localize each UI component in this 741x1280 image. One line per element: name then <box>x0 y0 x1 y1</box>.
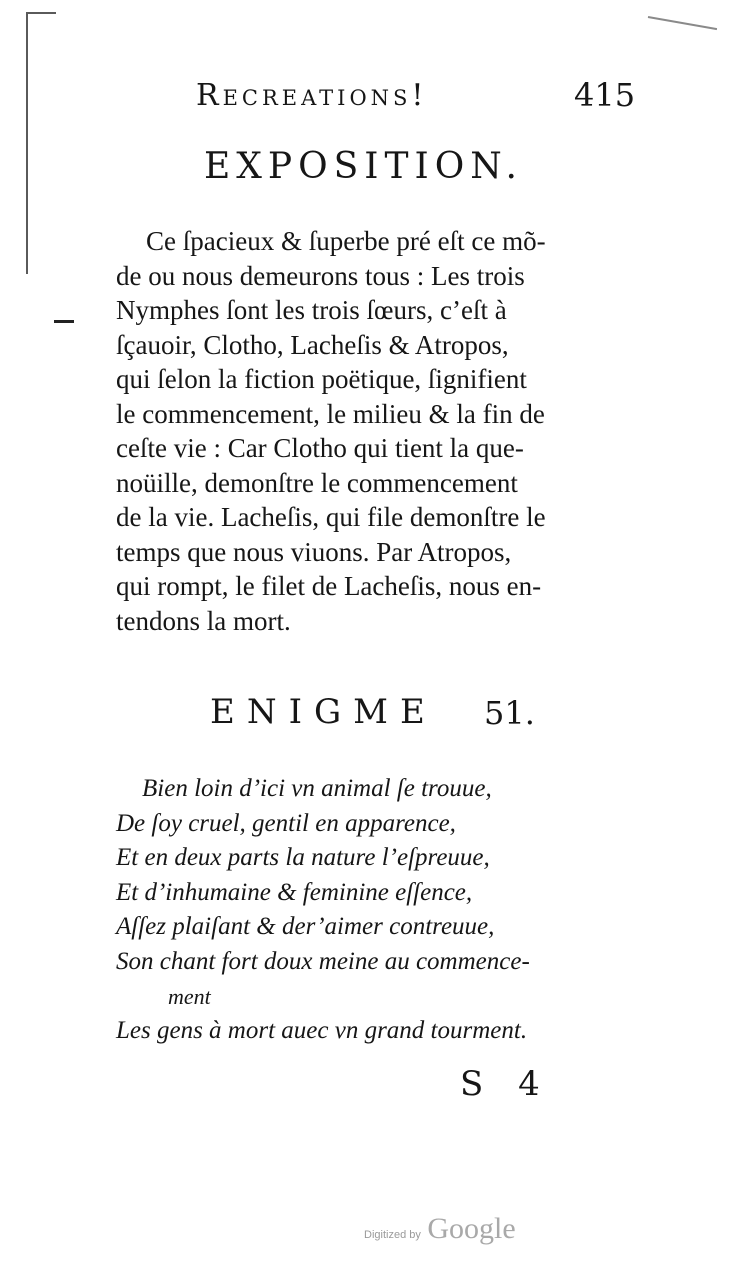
text-line: qui rompt, le filet de Lacheſis, nous en- <box>116 571 542 601</box>
text-line: tendons la mort. <box>116 605 291 636</box>
text-line: de ou nous demeurons tous : Les trois <box>116 260 525 291</box>
exposition-body <box>116 224 642 638</box>
digitized-watermark <box>364 1212 516 1246</box>
margin-mark <box>54 320 74 323</box>
text-line: le commencement, le milieu & la fin de <box>116 398 545 429</box>
signature-mark: S 4 <box>460 1064 552 1104</box>
exposition-title: EXPOSITION. <box>204 146 523 187</box>
watermark-prefix: Digitized by <box>364 1229 421 1241</box>
poem-verse: Son chant fort doux meine au commence- <box>116 947 530 975</box>
poem-verse: Et d’inhumaine & feminine eſſence, <box>116 878 473 906</box>
enigme-title: ENIGME <box>210 692 437 732</box>
text-line: de la vie. Lacheſis, qui file demonſtre le <box>116 502 546 532</box>
enigme-number: 51. <box>484 694 535 732</box>
page-edge-left <box>26 14 28 274</box>
poem-verse: Et en deux parts la nature l’eſpreuue, <box>116 844 490 872</box>
text-line: noüille, demonſtre le commencement <box>116 467 518 498</box>
google-logo: Google <box>427 1212 516 1245</box>
poem-verse: Les gens à mort auec vn grand tourment. <box>116 1017 528 1045</box>
poem-verse: Aſſez plaiſant & der’aimer contreuue, <box>116 913 495 941</box>
text-line: ceſte vie : Car Clotho qui tient la que- <box>116 433 524 463</box>
text-line: Nymphes ſont les trois ſœurs, c’eſt à <box>116 295 507 325</box>
page-number: 415 <box>574 76 636 114</box>
running-title: Recreations! <box>196 78 428 113</box>
poem-verse: De ſoy cruel, gentil en apparence, <box>116 809 456 837</box>
text-line: Ce ſpacieux & ſuperbe pré eſt ce mõ- <box>146 226 546 256</box>
poem-verse-continuation: ment <box>168 983 211 1009</box>
poem-verse: Bien loin d’ici vn animal ſe trouue, <box>142 775 492 802</box>
enigme-poem <box>116 772 636 1049</box>
page-edge-top <box>26 12 56 14</box>
text-line: temps que nous viuons. Par Atropos, <box>116 536 512 567</box>
page-edge-right <box>648 16 717 30</box>
text-line: qui ſelon la fiction poëtique, ſignifient <box>116 364 527 394</box>
text-line: ſçauoir, Clotho, Lacheſis & Atropos, <box>116 329 509 360</box>
